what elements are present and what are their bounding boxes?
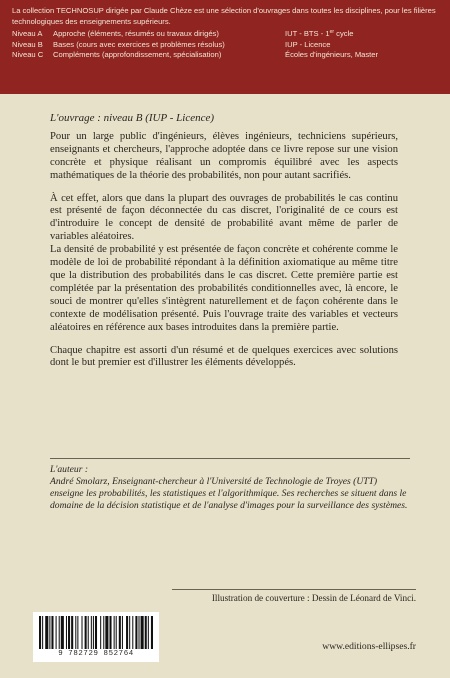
paragraph: La densité de probabilité y est présentée de façon concrète et cohérente comme le modèle de loi de probabilité répondant à la définition axiomatique au même titre que la distribution des probabilités dans le cas discret. Cette première partie est complétée par la présentation des probabilités conditionnelles avec, là encore, le souci de montrer qu'elles s'intègrent naturellement et de façon cohérente dans le contexte de modélisation présenté. Puis l'ouvrage traite des variables et vecteurs aléatoires en référence aux bases introduites dans la première partie. [50,244,398,333]
barcode-bar [151,616,153,649]
section-title: L'ouvrage : niveau B (IUP - Licence) [50,112,215,124]
collection-intro: La collection TECHNOSUP dirigée par Claude Chèze est une sélection d'ouvrages dans toutes les disciplines, pour les filières technologiques des enseignements supérieurs. [12,6,436,26]
superscript: er [329,29,335,35]
barcode-bar [141,616,144,649]
barcode-bar [51,616,53,649]
level-table [12,29,438,61]
barcode-bar [129,616,130,649]
book-description [50,112,398,376]
barcode-bar [49,616,50,649]
barcode-bar [42,616,43,649]
barcode-bar [138,616,139,649]
level-audience: IUT - BTS - 1er cycle [285,29,354,38]
barcode-bar [91,616,92,649]
collection-band [0,0,450,94]
cover-illustration-credit: Illustration de couverture : Dessin de Léonard de Vinci. [172,589,416,603]
barcode-number: 9 782729 852764 [58,650,134,658]
barcode-bar [81,616,82,649]
barcode-bar [100,616,101,649]
barcode-bar [109,616,111,649]
barcode-bar [45,616,48,649]
barcode-bar [59,616,60,649]
barcode-bars [39,616,153,649]
barcode-bar [103,616,104,649]
barcode-bar [39,616,41,649]
barcode-bar [61,616,64,649]
author-section [50,458,410,512]
level-audience: IUP - Licence [285,39,331,49]
barcode-bar [119,616,121,649]
barcode-bar [56,616,57,649]
barcode-bar [66,616,67,649]
barcode-bar [145,616,147,649]
barcode-bar [85,616,87,649]
level-audience: Écoles d'ingénieurs, Master [285,50,379,59]
level-label: Niveau C [12,50,44,59]
barcode-bar [116,616,117,649]
level-description: Bases (cours avec exercices et problèmes résolus) [53,39,225,49]
paragraph: Pour un large public d'ingénieurs, élèves ingénieurs, techniciens supérieurs, enseignants et chercheurs, l'approche adoptée dans ce livre repose sur une vision concrète et physique réalisant un compromis équilibré avec les aspects mathématiques de la théorie des probabilités, non pour autant sacrifiés. [50,130,398,181]
barcode-bar [68,616,70,649]
paragraph: Chaque chapitre est assorti d'un résumé et de quelques exercices avec solutions dont le but premier est d'illustrer les éléments développés. [50,344,398,369]
level-label: Niveau A [12,29,43,38]
barcode-bar [88,616,89,649]
barcode-bar [126,616,128,649]
publisher-website[interactable]: www.editions-ellipses.fr [322,641,416,652]
barcode-bar [95,616,97,649]
barcode-bar [122,616,123,649]
barcode-bar [71,616,73,649]
level-description: Approche (éléments, résumés ou travaux dirigés) [53,29,219,38]
author-bio: André Smolarz, Enseignant-chercheur à l'Université de Technologie de Troyes (UTT) enseigne les probabilités, les statistiques et l'algorithmique. Ses recherches se situent dans le domaine de la décision statistique et de l'analyse d'images pour la surveillance des systèmes. [50,476,408,511]
barcode-bar [114,616,115,649]
isbn-barcode [33,612,159,662]
barcode-bar [105,616,108,649]
paragraph: À cet effet, alors que dans la plupart des ouvrages de probabilités le cas continu est présenté de façon déconnectée du cas discret, l'originalité de ce cours est d'introduire le concept de densité de probabilité avant même de parler de variables aléatoires. [50,192,398,243]
barcode-bar [75,616,76,649]
level-description: Compléments (approfondissement, spécialisation) [53,50,222,59]
level-label: Niveau B [12,39,43,49]
barcode-bar [135,616,137,649]
author-label: L'auteur : [50,464,89,475]
barcode-bar [132,616,133,649]
barcode-bar [148,616,149,649]
barcode-bar [93,616,94,649]
barcode-bar [77,616,78,649]
